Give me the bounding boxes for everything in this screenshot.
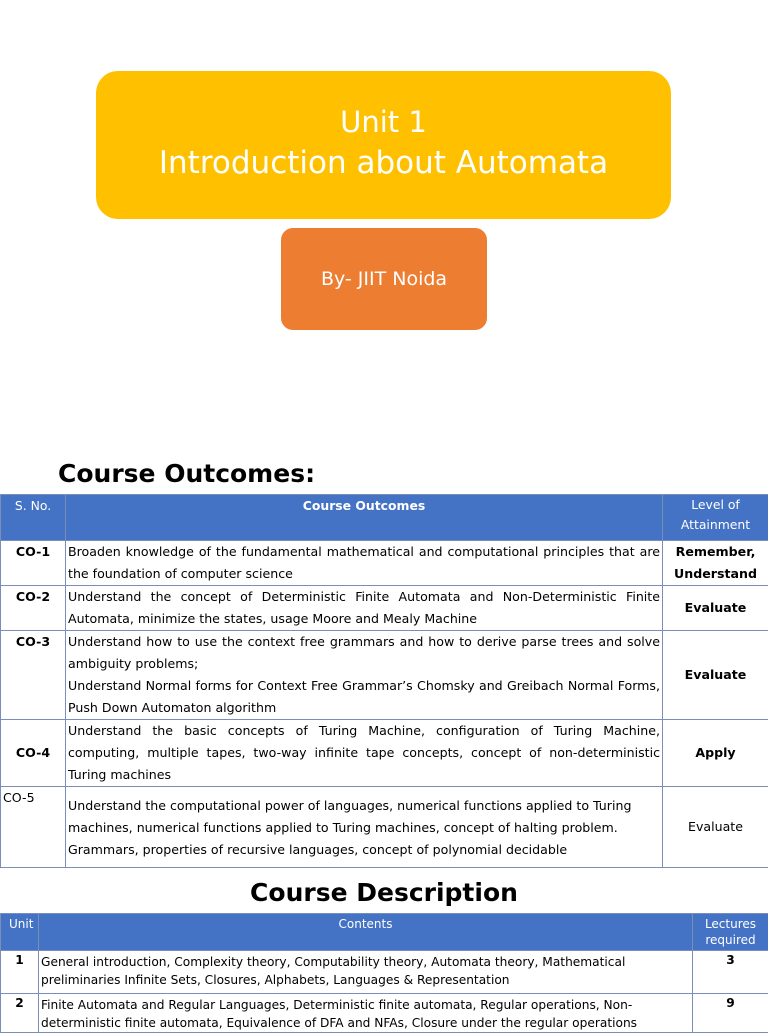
- co-id: CO-4: [1, 720, 66, 787]
- co-level: Evaluate: [663, 586, 768, 631]
- co-text-extra: Understand Normal forms for Context Free Grammar’s Chomsky and Greibach Normal Forms, Push Down Automaton algorithm: [68, 675, 660, 719]
- co-text: Understand the basic concepts of Turing Machine, configuration of Turing Machine, computing, multiple tapes, two-way infinite tape concepts, concept of non-deterministic Turing machines: [66, 720, 663, 787]
- unit-number: 1: [1, 951, 39, 994]
- co-level: Apply: [663, 720, 768, 787]
- co-text: Understand how to use the context free grammars and how to derive parse trees and solve ambiguity problems;: [68, 631, 660, 675]
- co-id: CO-1: [1, 541, 66, 586]
- table-row: [1, 720, 768, 787]
- header-sno: S. No.: [1, 495, 66, 541]
- table-row: [1, 994, 768, 1033]
- course-description-heading: Course Description: [0, 878, 768, 907]
- co-id: CO-5: [1, 787, 66, 868]
- co-level: Evaluate: [663, 631, 768, 720]
- co-id: CO-2: [1, 586, 66, 631]
- header-unit: Unit: [1, 914, 39, 951]
- co-level: Remember, Understand: [663, 541, 768, 586]
- table-row: [1, 951, 768, 994]
- table-header-row: [1, 495, 768, 541]
- co-text: Understand the concept of Deterministic Finite Automata and Non-Deterministic Finite Automata, minimize the states, usage Moore and Mealy Machine: [66, 586, 663, 631]
- lectures-count: 3: [693, 951, 768, 994]
- header-contents: Contents: [39, 914, 693, 951]
- author-label: By- JIIT Noida: [321, 268, 447, 290]
- unit-contents: Finite Automata and Regular Languages, Deterministic finite automata, Regular operations, Non-deterministic finite automata, Equivalence of DFA and NFAs, Closure under the regular operations: [39, 994, 693, 1033]
- co-level: Evaluate: [663, 787, 768, 868]
- table-row: [1, 541, 768, 586]
- co-text-cell: [66, 631, 663, 720]
- table-row: [1, 586, 768, 631]
- title-box: [96, 71, 671, 219]
- lectures-count: 9: [693, 994, 768, 1033]
- table-header-row: [1, 914, 768, 951]
- header-course-outcomes: Course Outcomes: [66, 495, 663, 541]
- unit-title: Unit 1: [340, 104, 427, 140]
- course-outcomes-table: [0, 494, 768, 868]
- unit-contents: General introduction, Complexity theory, Computability theory, Automata theory, Mathematical preliminaries Infinite Sets, Closures, Alphabets, Languages & Representation: [39, 951, 693, 994]
- slide-title: Introduction about Automata: [159, 140, 608, 187]
- unit-number: 2: [1, 994, 39, 1033]
- header-lectures: Lectures required: [693, 914, 768, 951]
- co-id: CO-3: [1, 631, 66, 720]
- course-outcomes-heading: Course Outcomes:: [58, 459, 315, 488]
- author-box: [281, 228, 487, 330]
- course-description-table: [0, 913, 768, 1033]
- co-text: Broaden knowledge of the fundamental mathematical and computational principles that are the foundation of computer science: [66, 541, 663, 586]
- co-text: Understand the computational power of languages, numerical functions applied to Turing machines, numerical functions applied to Turing machines, concept of halting problem. Grammars, properties of recursive languages, concept of polynomial decidable: [66, 787, 663, 868]
- table-row: [1, 787, 768, 868]
- table-row: [1, 631, 768, 720]
- header-level: Level of Attainment: [663, 495, 768, 541]
